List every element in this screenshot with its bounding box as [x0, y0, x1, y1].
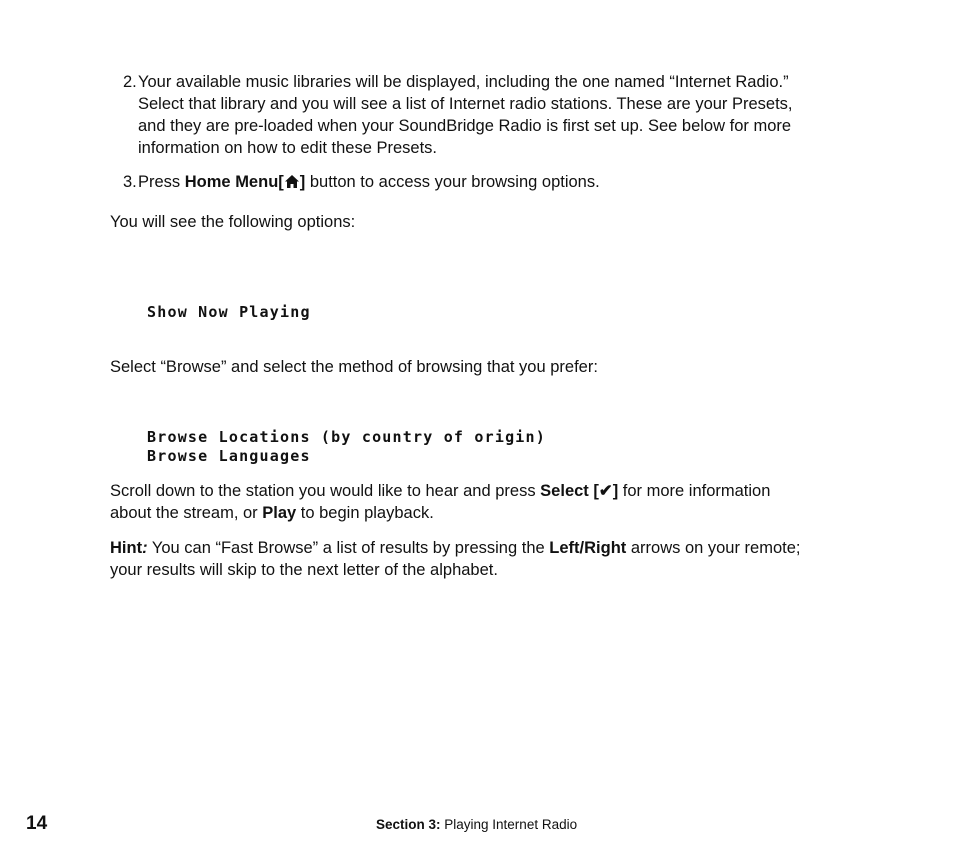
- hint-colon: :: [142, 539, 148, 557]
- scroll-text-1: Scroll down to the station you would like to hear and press: [110, 482, 541, 500]
- scroll-text-2: for more information: [618, 482, 771, 500]
- display-show-now-playing: Show Now Playing: [147, 303, 311, 321]
- hint-line-2: your results will skip to the next letter of the alphabet.: [110, 561, 498, 579]
- options-intro: You will see the following options:: [110, 213, 356, 231]
- section-footer: [376, 817, 577, 832]
- home-menu-bracket: ]: [299, 173, 306, 191]
- play-label: Play: [262, 504, 297, 522]
- scroll-paragraph-line-1: [110, 480, 770, 502]
- home-icon: [285, 175, 299, 188]
- step-3-prefix: Press: [138, 173, 185, 191]
- hint-label: Hint: [110, 539, 143, 557]
- section-title: Playing Internet Radio: [440, 817, 578, 832]
- display-browse-locations: Browse Locations (by country of origin): [147, 428, 546, 446]
- step-3-text: [138, 171, 600, 193]
- left-right-label: Left/Right: [549, 539, 627, 557]
- section-label: Section 3:: [376, 817, 441, 832]
- select-label: Select [✔]: [540, 482, 619, 500]
- page-number: 14: [26, 813, 48, 834]
- browse-intro: Select “Browse” and select the method of browsing that you prefer:: [110, 358, 598, 376]
- step-2-line-3: and they are pre-loaded when your SoundBridge Radio is first set up. See below for more: [138, 117, 792, 135]
- scroll-text-4: to begin playback.: [296, 504, 434, 522]
- step-2-number: 2.: [123, 73, 137, 91]
- scroll-paragraph-line-2: [110, 502, 434, 524]
- step-3-number: 3.: [123, 173, 137, 191]
- home-menu-label: Home Menu[: [184, 173, 284, 191]
- step-3-suffix: button to access your browsing options.: [305, 173, 600, 191]
- hint-text-1: You can “Fast Browse” a list of results by pressing the: [147, 539, 550, 557]
- hint-text-2: arrows on your remote;: [626, 539, 801, 557]
- hint-line-1: [110, 537, 801, 559]
- step-2-line-1: Your available music libraries will be displayed, including the one named “Internet Radio.”: [138, 73, 789, 91]
- step-2-line-4: information on how to edit these Presets.: [138, 139, 437, 157]
- scroll-text-3: about the stream, or: [110, 504, 263, 522]
- display-browse-languages: Browse Languages: [147, 447, 311, 465]
- step-2-line-2: Select that library and you will see a list of Internet radio stations. These are your Presets,: [138, 95, 793, 113]
